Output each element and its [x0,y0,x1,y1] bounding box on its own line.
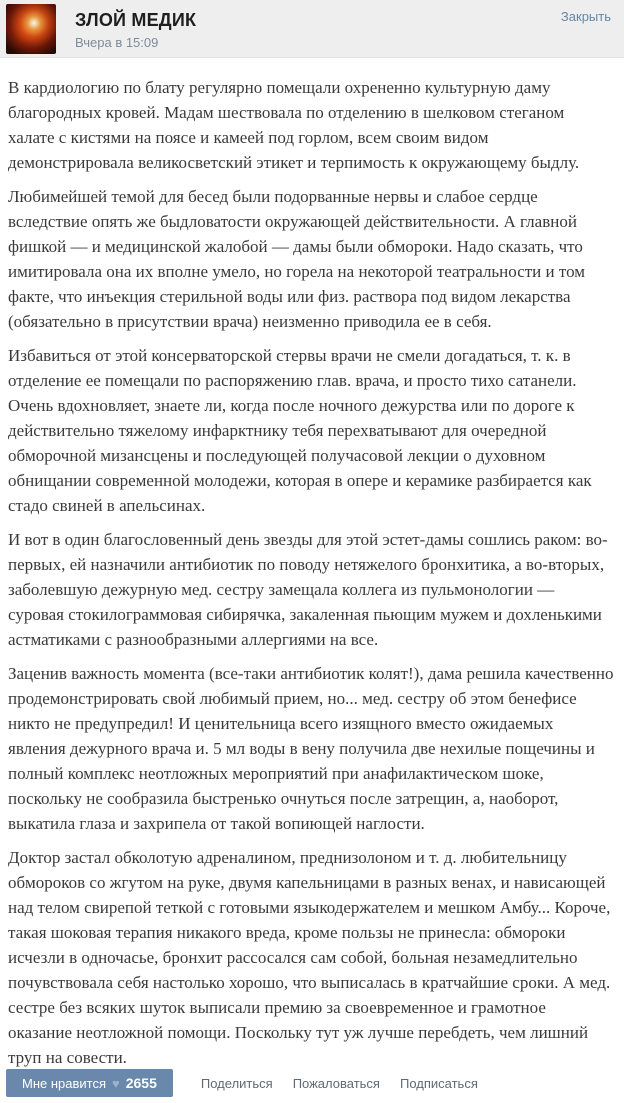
post-text [0,58,624,1070]
share-link[interactable]: Поделиться [200,1075,273,1091]
like-button-label: Мне нравится [22,1075,107,1091]
header-meta [75,4,196,50]
like-count: 2655 [125,1075,157,1091]
subscribe-link[interactable]: Подписаться [399,1075,478,1091]
post-timestamp[interactable]: Вчера в 15:09 [75,35,159,50]
post-paragraph: В кардиологию по блату регулярно помещали охрененно культурную даму благородных кровей. Мадам шествовала по отделению в шелковом стеганом халате с кистями на поясе и камеей под горлом, всем своим видом демонстрировала великосветский этикет и терпимость к окружающему быдлу. [8,78,580,172]
post-paragraph: Любимейшей темой для бесед были подорванные нервы и слабое сердце вследствие опять же быдловатости окружающей действительности. А главной фишкой — и медицинской жалобой — дамы были обмороки. Надо сказать, что имитировала она их вполне умело, но горела на некоторой театральности и том факте, что инъекция стерильной воды или физ. раствора под видом лекарства (обязательно в присутствии врача) неизменно приводила ее в себя. [8,187,586,331]
post-action-bar [6,1069,618,1097]
like-button[interactable] [6,1069,173,1097]
post-paragraph: Доктор застал обколотую адреналином, преднизолоном и т. д. любительницу обмороков со жгутом на руке, двумя капельницами в разных венах, и нависающей над телом свирепой теткой с готовыми языкодержателем и мешком Амбу... Короче, такая шоковая терапия никакого вреда, кроме пользы не принесла: обмороки исчезли в одночасье, бронхит рассосался сам собой, больная незамедлительно почувствовала себя настолько хорошо, что выписалась в кратчайшие сроки. А мед. сестре без всяких шуток выписали премию за своевременное и грамотное оказание неотложной помощи. Поскольку тут уж лучше перебдеть, чем лишний труп на совести. [8,848,611,1067]
close-button[interactable]: Закрыть [560,9,611,24]
post-paragraph: Избавиться от этой консерваторской стервы врачи не смели догадаться, т. к. в отделение ее помещали по распоряжению глав. врача, и просто тихо сатанели. Очень вдохновляет, знаете ли, когда после ночного дежурства или по дороге к действительно тяжелому инфарктнику тебя перехватывают для очередной обморочной мизансцены и последующей получасовой лекции о духовном обнищании современной молодежи, которая в опере и керамике разбирается как стадо свиней в апельсинах. [8,346,592,515]
report-link[interactable]: Пожаловаться [292,1075,380,1091]
group-avatar[interactable] [6,4,56,54]
post-header [0,0,624,58]
post-paragraph: Заценив важность момента (все-таки антибиотик колят!), дама решила качественно продемонстрировать свой любимый прием, но... мед. сестру об этом бенефисе никто не предупредил! И ценительница всего изящного вместо ожидаемых явления дежурного врача и. 5 мл воды в вену получила две нехилые пощечины и полный комплекс неотложных мероприятий при анафилактическом шоке, поскольку не сообразила быстренько очнуться после затрещин, а, наоборот, выкатила глаза и захрипела от такой вопиющей наглости. [8,664,614,833]
group-name[interactable]: ЗЛОЙ МЕДИК [75,10,197,30]
heart-icon: ♥ [112,1075,120,1091]
post-paragraph: И вот в один благословенный день звезды для этой эстет-дамы сошлись раком: во-первых, ей назначили антибиотик по поводу нетяжелого бронхитика, а во-вторых, заболевшую дежурную мед. сестру замещала коллега из пульмонологии — суровая стокилограммовая сибирячка, закаленная пьющим мужем и дохленькими астматиками с разнообразными аллергиями на все. [8,530,608,649]
